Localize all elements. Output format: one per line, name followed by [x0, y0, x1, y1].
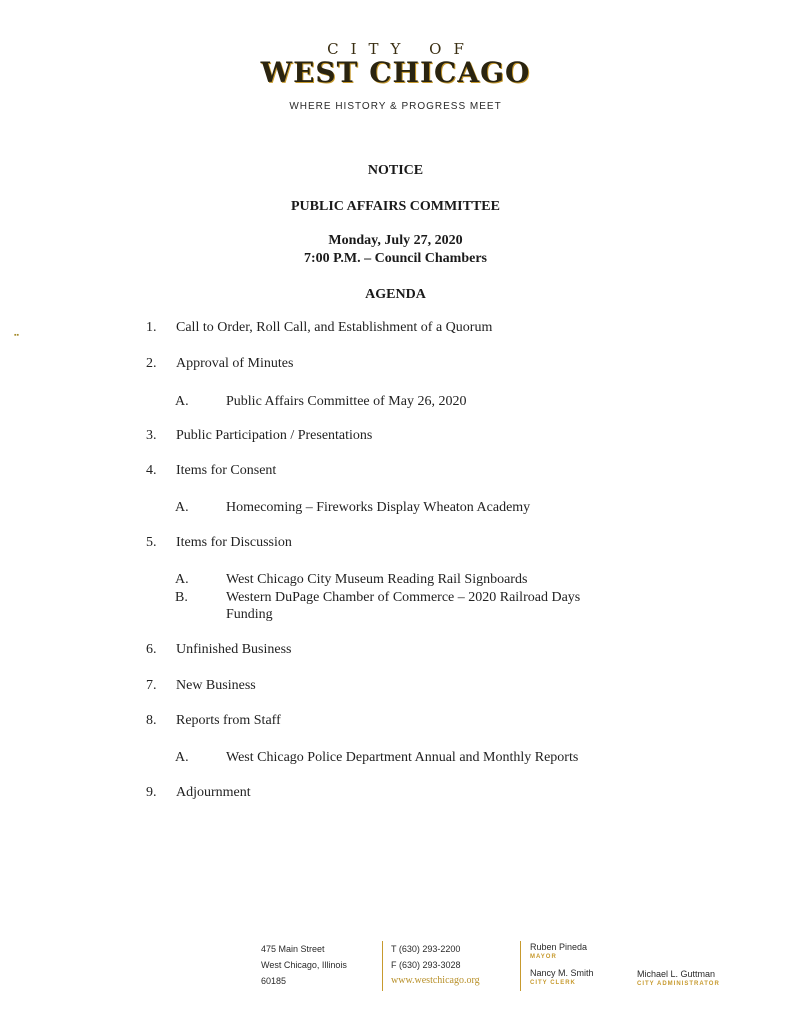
agenda-item-text: Call to Order, Roll Call, and Establishment of a Quorum	[176, 320, 493, 335]
agenda-item-text: Public Participation / Presentations	[176, 428, 373, 443]
subitem-text: Western DuPage Chamber of Commerce – 2020 Railroad Days Funding	[226, 590, 581, 622]
agenda-subitem	[175, 571, 635, 588]
notice-heading: NOTICE	[367, 163, 424, 178]
agenda-subitem	[175, 393, 635, 410]
clerk-role: CITY CLERK	[530, 980, 576, 986]
subitem-letter: A.	[175, 572, 189, 587]
agenda-item	[146, 713, 281, 729]
agenda-item-text: Items for Consent	[176, 463, 277, 478]
meeting-date: Monday, July 27, 2020	[328, 233, 463, 248]
footer-officials	[530, 941, 594, 987]
subitem-text: West Chicago Police Department Annual and Monthly Reports	[226, 750, 579, 765]
address-city: West Chicago, Illinois	[261, 960, 347, 970]
address-street: 475 Main Street	[261, 944, 325, 954]
agenda-item-number: 9.	[146, 785, 157, 800]
website-link[interactable]: www.westchicago.org	[391, 975, 480, 986]
subitem-letter: A.	[175, 750, 189, 765]
meeting-time-location: 7:00 P.M. – Council Chambers	[303, 251, 488, 266]
agenda-title: AGENDA	[365, 287, 426, 302]
clerk-name: Nancy M. Smith	[530, 968, 594, 978]
agenda-subitem	[175, 749, 635, 766]
footer-divider	[382, 941, 383, 991]
agenda-item	[146, 463, 276, 479]
administrator-name: Michael L. Guttman	[637, 969, 716, 979]
agenda-item-text: New Business	[176, 678, 256, 693]
committee-name: PUBLIC AFFAIRS COMMITTEE	[291, 199, 500, 214]
agenda-item-text: Adjournment	[176, 785, 251, 800]
agenda-item-text: Reports from Staff	[176, 713, 281, 728]
agenda-item-number: 8.	[146, 713, 157, 728]
footer-contact	[391, 941, 480, 989]
subitem-text: Public Affairs Committee of May 26, 2020	[226, 394, 467, 409]
agenda-item-number: 5.	[146, 535, 157, 550]
footer-divider	[520, 941, 521, 991]
agenda-item-number: 3.	[146, 428, 157, 443]
agenda-item-number: 2.	[146, 356, 157, 371]
agenda-item-text: Unfinished Business	[176, 642, 292, 657]
agenda-item	[146, 535, 292, 551]
agenda-item	[146, 642, 292, 658]
footer-address	[261, 941, 347, 989]
agenda-item	[146, 785, 251, 801]
subitem-letter: A.	[175, 394, 189, 409]
agenda-item-number: 7.	[146, 678, 157, 693]
agenda-item-number: 4.	[146, 463, 157, 478]
letterhead-tagline: WHERE HISTORY & PROGRESS MEET	[289, 101, 502, 112]
agenda-item	[146, 320, 492, 336]
letterhead-city-name: WEST CHICAGO	[260, 56, 531, 89]
subitem-letter: B.	[175, 590, 188, 605]
administrator-role: CITY ADMINISTRATOR	[637, 981, 720, 987]
agenda-item	[146, 356, 293, 372]
agenda-item-number: 1.	[146, 320, 157, 335]
agenda-item-text: Approval of Minutes	[176, 356, 294, 371]
fax-number: F (630) 293-3028	[391, 960, 461, 970]
address-zip: 60185	[261, 976, 287, 986]
agenda-item	[146, 428, 372, 444]
agenda-subitem	[175, 589, 605, 623]
letterhead-city-of: CITY OF	[327, 40, 476, 58]
agenda-subitem	[175, 499, 635, 516]
phone-number: T (630) 293-2200	[391, 944, 461, 954]
subitem-text: Homecoming – Fireworks Display Wheaton Academy	[226, 500, 531, 515]
footer-administrator	[637, 968, 720, 988]
subitem-text: West Chicago City Museum Reading Rail Signboards	[226, 572, 528, 587]
mayor-name: Ruben Pineda	[530, 942, 588, 952]
agenda-item	[146, 678, 256, 694]
agenda-item-text: Items for Discussion	[176, 535, 292, 550]
subitem-letter: A.	[175, 500, 189, 515]
mayor-role: MAYOR	[530, 954, 557, 960]
agenda-item-number: 6.	[146, 642, 157, 657]
scan-speck-icon: ▪▪	[14, 331, 19, 339]
